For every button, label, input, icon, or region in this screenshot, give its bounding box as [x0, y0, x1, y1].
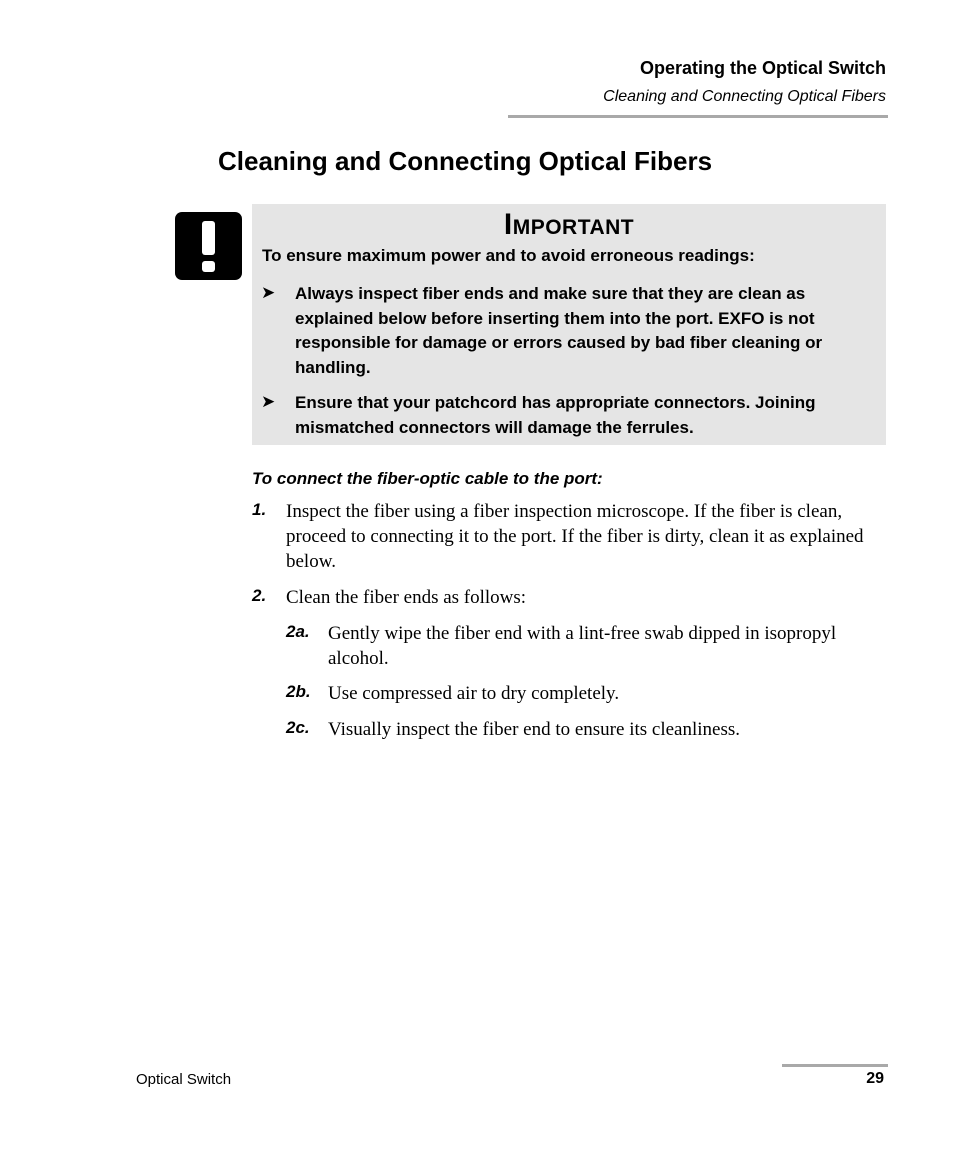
important-intro: To ensure maximum power and to avoid erroneous readings:	[262, 246, 755, 265]
step-text: Clean the fiber ends as follows:	[286, 587, 527, 608]
substep-number: 2b.	[286, 682, 311, 701]
exclamation-bar	[202, 221, 215, 255]
important-bullet-text: Always inspect fiber ends and make sure that they are clean as explained below before inserting them into the port. EXFO is not responsible for damage or errors caused by bad fiber cleaning or handling.	[295, 284, 823, 377]
arrow-bullet-icon: ➤	[261, 392, 276, 412]
step-number: 1.	[252, 500, 267, 519]
substep-text: Use compressed air to dry completely.	[328, 683, 620, 704]
footer-product-name: Optical Switch	[136, 1071, 232, 1088]
running-header-section: Cleaning and Connecting Optical Fibers	[603, 88, 886, 105]
running-header-chapter: Operating the Optical Switch	[639, 58, 886, 78]
footer-rule	[782, 1064, 888, 1067]
procedure-title: To connect the fiber-optic cable to the port:	[252, 469, 603, 488]
step-number: 2.	[252, 586, 267, 605]
page-title: Cleaning and Connecting Optical Fibers	[218, 146, 713, 176]
important-title: Important	[503, 208, 635, 241]
page-number: 29	[866, 1070, 884, 1087]
exclamation-icon	[175, 212, 242, 280]
arrow-bullet-icon: ➤	[261, 283, 276, 303]
exclamation-dot	[202, 261, 215, 272]
substep-number: 2a.	[286, 622, 310, 641]
step-text: Inspect the fiber using a fiber inspection microscope. If the fiber is clean, proceed to connecting it to the port. If the fiber is dirty, clean it as explained below.	[286, 501, 864, 572]
substep-text: Gently wipe the fiber end with a lint-free swab dipped in isopropyl alcohol.	[328, 623, 837, 669]
important-notice-box	[252, 204, 886, 445]
header-rule	[508, 115, 888, 118]
substep-text: Visually inspect the fiber end to ensure its cleanliness.	[328, 719, 740, 740]
important-bullet-text: Ensure that your patchcord has appropriate connectors. Joining mismatched connectors will damage the ferrules.	[295, 393, 816, 437]
substep-number: 2c.	[286, 718, 310, 737]
